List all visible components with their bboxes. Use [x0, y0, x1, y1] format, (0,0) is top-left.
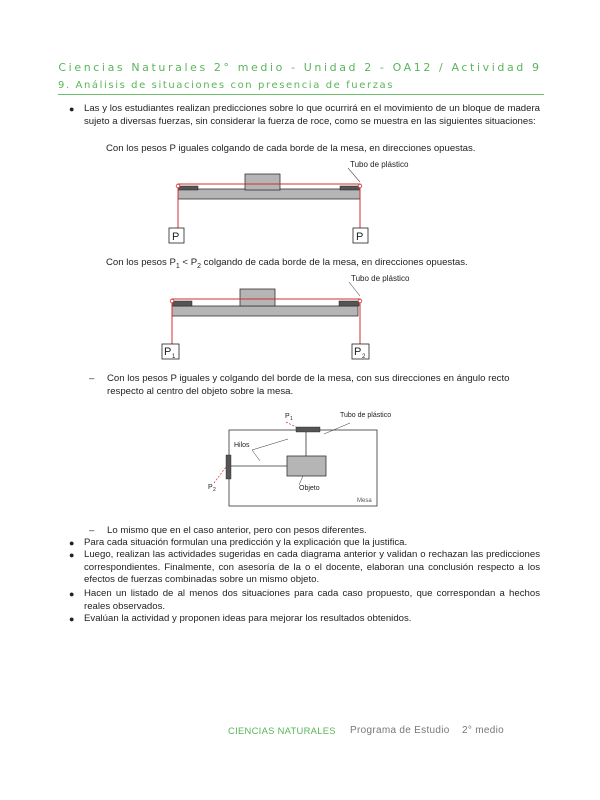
- diagram-equal-weights: [160, 156, 409, 248]
- svg-text:2: 2: [362, 354, 366, 360]
- tube-left: [226, 455, 231, 479]
- footer-subject: CIENCIAS NATURALES: [228, 725, 336, 736]
- bullet-icon: ●: [69, 589, 75, 599]
- tube-left: [172, 301, 192, 306]
- wood-object: [287, 456, 326, 476]
- dash-marker: –: [89, 525, 95, 536]
- document-title: Ciencias Naturales 2° medio - Unidad 2 - OA12 / Actividad 9: [58, 61, 542, 74]
- table-bar: [178, 189, 360, 199]
- caption-case-2: Con los pesos $P_1 < P_2$ colgando de cada borde de la mesa, en direcciones opuestas.: [106, 257, 468, 270]
- svg-text:Mesa: Mesa: [357, 498, 372, 504]
- tube-top: [296, 427, 320, 432]
- tube-left: [178, 186, 198, 190]
- paragraph-predictions: Para cada situación formulan una predicción y la explicación que la justifica.: [84, 537, 408, 548]
- footer-program: Programa de Estudio: [350, 725, 450, 736]
- svg-text:P: P: [356, 231, 364, 243]
- table-bar: [172, 306, 358, 316]
- svg-text:1: 1: [290, 416, 293, 422]
- section-divider: [58, 94, 544, 95]
- tube-right: [340, 186, 360, 190]
- svg-text:Hilos: Hilos: [234, 442, 250, 449]
- svg-text:2: 2: [213, 487, 216, 493]
- footer-grade: 2° medio: [462, 725, 504, 736]
- tube-label: Tubo de plástico: [351, 274, 410, 283]
- wood-block: [240, 289, 275, 306]
- bullet-icon: ●: [69, 550, 75, 560]
- wood-block: [245, 174, 280, 190]
- dash-marker: –: [89, 373, 95, 384]
- svg-text:P: P: [285, 413, 290, 420]
- bullet-icon: ●: [69, 614, 75, 624]
- paragraph-listing: Hacen un listado de al menos dos situaciones para cada caso propuesto, que correspondan a hechos reales observados.: [84, 588, 540, 612]
- svg-text:1: 1: [172, 354, 176, 360]
- caption-case-1: Con los pesos P iguales colgando de cada borde de la mesa, en direcciones opuestas.: [106, 143, 476, 154]
- tube-right: [339, 301, 359, 306]
- bullet-icon: ●: [69, 104, 75, 114]
- diagram-unequal-weights: [155, 270, 410, 362]
- diagram-right-angle-weights: [200, 405, 390, 515]
- caption-case-3: Con los pesos P iguales y colgando del borde de la mesa, con sus direcciones en ángulo recto respecto al centro del objeto sobre la mesa.: [107, 373, 510, 397]
- svg-text:Tubo de plástico: Tubo de plástico: [340, 412, 392, 419]
- section-title: 9. Análisis de situaciones con presencia de fuerzas: [58, 80, 395, 91]
- svg-text:P: P: [354, 346, 362, 358]
- svg-text:P: P: [208, 484, 213, 491]
- caption-case-4: Lo mismo que en el caso anterior, pero con pesos diferentes.: [107, 525, 367, 536]
- svg-text:Objeto: Objeto: [299, 485, 320, 492]
- paragraph-evaluation: Evalúan la actividad y proponen ideas para mejorar los resultados obtenidos.: [84, 613, 412, 624]
- paragraph-intro: Las y los estudiantes realizan predicciones sobre lo que ocurrirá en el movimiento de un bloque de madera sujeto a diversas fuerzas, sin considerar la fuerza de roce, como se muestra en las siguientes situaciones:: [84, 103, 540, 127]
- bullet-icon: ●: [69, 538, 75, 548]
- svg-text:P: P: [164, 346, 172, 358]
- tube-label: Tubo de plástico: [350, 160, 409, 169]
- svg-text:P: P: [172, 231, 180, 243]
- paragraph-validation: Luego, realizan las actividades sugeridas en cada diagrama anterior y validan o rechazan las predicciones correspondientes. Finalmente, con asesoría de la o el docente, elaboran una conclusión respecto a los efectos de fuerzas combinadas sobre un mismo objeto.: [84, 549, 540, 586]
